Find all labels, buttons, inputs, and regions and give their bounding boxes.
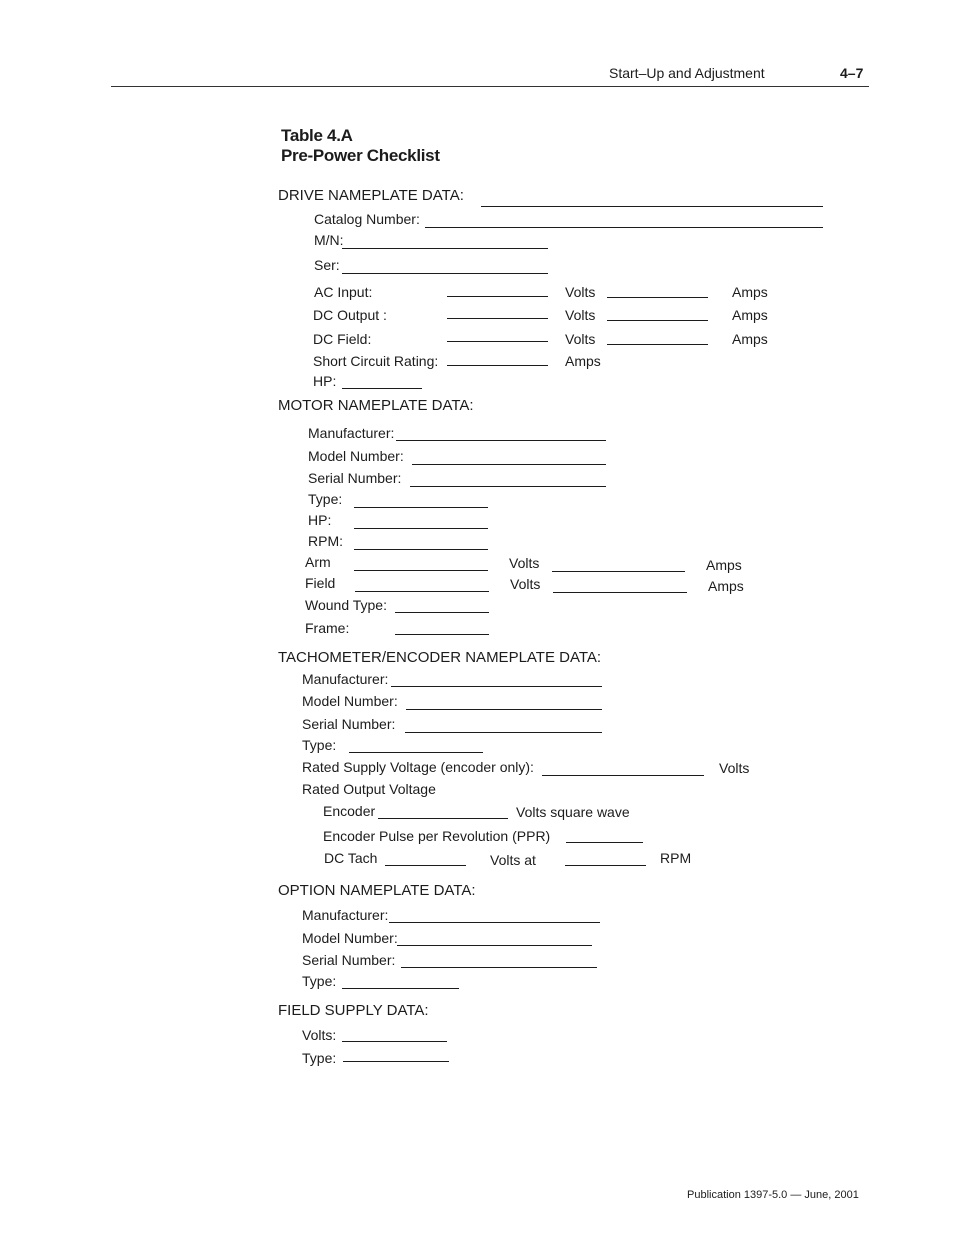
tach-serial-label: Serial Number:: [302, 716, 396, 732]
drive-ser-label: Ser:: [314, 257, 340, 273]
motor-field-label: Field: [305, 575, 336, 591]
tach-encoder-field[interactable]: [378, 818, 508, 819]
option-model-field[interactable]: [397, 945, 592, 946]
drive-mn-field[interactable]: [342, 248, 548, 249]
drive-dc-field-amps-field[interactable]: [607, 344, 708, 345]
drive-dc-field-volts-field[interactable]: [447, 341, 548, 342]
drive-short-circuit-unit: Amps: [565, 353, 601, 369]
drive-short-circuit-field[interactable]: [447, 365, 548, 366]
tach-type-label: Type:: [302, 737, 337, 753]
header-rule: [111, 86, 869, 87]
tach-model-field[interactable]: [406, 709, 602, 710]
tach-encoder-unit: Volts square wave: [516, 804, 630, 820]
tach-heading: TACHOMETER/ENCODER NAMEPLATE DATA:: [278, 649, 602, 666]
field-supply-type-field[interactable]: [343, 1061, 449, 1062]
running-header: Start–Up and Adjustment: [609, 65, 765, 81]
field-supply-type-label: Type:: [302, 1050, 337, 1066]
table-number: Table 4.A: [281, 126, 353, 145]
option-manufacturer-field[interactable]: [389, 922, 600, 923]
motor-field-amps-field[interactable]: [553, 592, 687, 593]
drive-mn-label: M/N:: [314, 232, 344, 248]
tach-model-label: Model Number:: [302, 693, 398, 709]
page-number: 4–7: [840, 65, 864, 81]
drive-ac-amps-field[interactable]: [607, 297, 708, 298]
tach-type-field[interactable]: [349, 752, 483, 753]
drive-ac-volts-unit: Volts: [565, 284, 596, 300]
drive-catalog-field[interactable]: [425, 227, 823, 228]
drive-dc-output-amps-unit: Amps: [732, 307, 768, 323]
motor-serial-label: Serial Number:: [308, 470, 402, 486]
tach-rated-supply-field[interactable]: [542, 775, 704, 776]
drive-dc-output-amps-field[interactable]: [607, 320, 708, 321]
field-supply-volts-field[interactable]: [342, 1041, 447, 1042]
tach-encoder-label: Encoder: [323, 803, 376, 819]
drive-heading: DRIVE NAMEPLATE DATA:: [278, 187, 464, 204]
drive-dc-output-label: DC Output :: [313, 307, 387, 323]
tach-serial-field[interactable]: [405, 732, 602, 733]
motor-field-amps-unit: Amps: [708, 578, 744, 594]
motor-arm-label: Arm: [305, 554, 331, 570]
publication-footer: Publication 1397-5.0 — June, 2001: [687, 1189, 859, 1201]
drive-ser-field[interactable]: [342, 273, 548, 274]
motor-serial-field[interactable]: [410, 486, 606, 487]
drive-dc-field-volts-unit: Volts: [565, 331, 596, 347]
tach-rpm-unit: RPM: [660, 850, 692, 866]
motor-arm-volts-unit: Volts: [509, 555, 540, 571]
tach-ppr-field[interactable]: [566, 842, 643, 843]
tach-manufacturer-field[interactable]: [391, 686, 602, 687]
tach-rated-supply-unit: Volts: [719, 760, 750, 776]
drive-ac-volts-field[interactable]: [447, 296, 548, 297]
motor-model-field[interactable]: [412, 464, 606, 465]
drive-hp-label: HP:: [313, 373, 337, 389]
motor-rpm-field[interactable]: [354, 549, 488, 550]
tach-dc-tach-label: DC Tach: [324, 850, 378, 866]
tach-volts-at-label: Volts at: [490, 852, 536, 868]
option-manufacturer-label: Manufacturer:: [302, 907, 389, 923]
drive-dc-output-volts-field[interactable]: [447, 318, 548, 319]
tach-dc-tach-volts-field[interactable]: [385, 865, 466, 866]
motor-manufacturer-field[interactable]: [396, 440, 606, 441]
motor-wound-type-label: Wound Type:: [305, 597, 387, 613]
tach-ppr-label: Encoder Pulse per Revolution (PPR): [323, 828, 551, 844]
motor-wound-type-field[interactable]: [395, 612, 489, 613]
drive-dc-output-volts-unit: Volts: [565, 307, 596, 323]
motor-hp-label: HP:: [308, 512, 332, 528]
motor-arm-amps-unit: Amps: [706, 557, 742, 573]
option-heading: OPTION NAMEPLATE DATA:: [278, 882, 476, 899]
field-supply-heading: FIELD SUPPLY DATA:: [278, 1002, 429, 1019]
motor-arm-amps-field[interactable]: [552, 571, 685, 572]
motor-field-volts-unit: Volts: [510, 576, 541, 592]
motor-type-field[interactable]: [354, 507, 488, 508]
tach-dc-tach-rpm-field[interactable]: [565, 865, 646, 866]
option-serial-label: Serial Number:: [302, 952, 396, 968]
tach-rated-output-label: Rated Output Voltage: [302, 781, 436, 797]
motor-type-label: Type:: [308, 491, 343, 507]
motor-model-label: Model Number:: [308, 448, 404, 464]
motor-heading: MOTOR NAMEPLATE DATA:: [278, 397, 474, 414]
option-serial-field[interactable]: [401, 967, 597, 968]
tach-manufacturer-label: Manufacturer:: [302, 671, 389, 687]
table-title: Pre-Power Checklist: [281, 146, 440, 165]
drive-dc-field-amps-unit: Amps: [732, 331, 768, 347]
motor-arm-volts-field[interactable]: [354, 570, 488, 571]
motor-field-volts-field[interactable]: [355, 591, 489, 592]
drive-dc-field-label: DC Field:: [313, 331, 372, 347]
motor-hp-field[interactable]: [354, 528, 488, 529]
option-type-label: Type:: [302, 973, 337, 989]
field-supply-volts-label: Volts:: [302, 1027, 337, 1043]
drive-short-circuit-label: Short Circuit Rating:: [313, 353, 439, 369]
drive-ac-amps-unit: Amps: [732, 284, 768, 300]
drive-ac-input-label: AC Input:: [314, 284, 373, 300]
motor-frame-field[interactable]: [395, 634, 489, 635]
drive-catalog-label: Catalog Number:: [314, 211, 420, 227]
drive-nameplate-field[interactable]: [481, 206, 823, 207]
drive-hp-field[interactable]: [342, 388, 422, 389]
motor-frame-label: Frame:: [305, 620, 350, 636]
option-model-label: Model Number:: [302, 930, 398, 946]
tach-rated-supply-label: Rated Supply Voltage (encoder only):: [302, 759, 534, 775]
motor-manufacturer-label: Manufacturer:: [308, 425, 395, 441]
motor-rpm-label: RPM:: [308, 533, 343, 549]
option-type-field[interactable]: [342, 988, 459, 989]
